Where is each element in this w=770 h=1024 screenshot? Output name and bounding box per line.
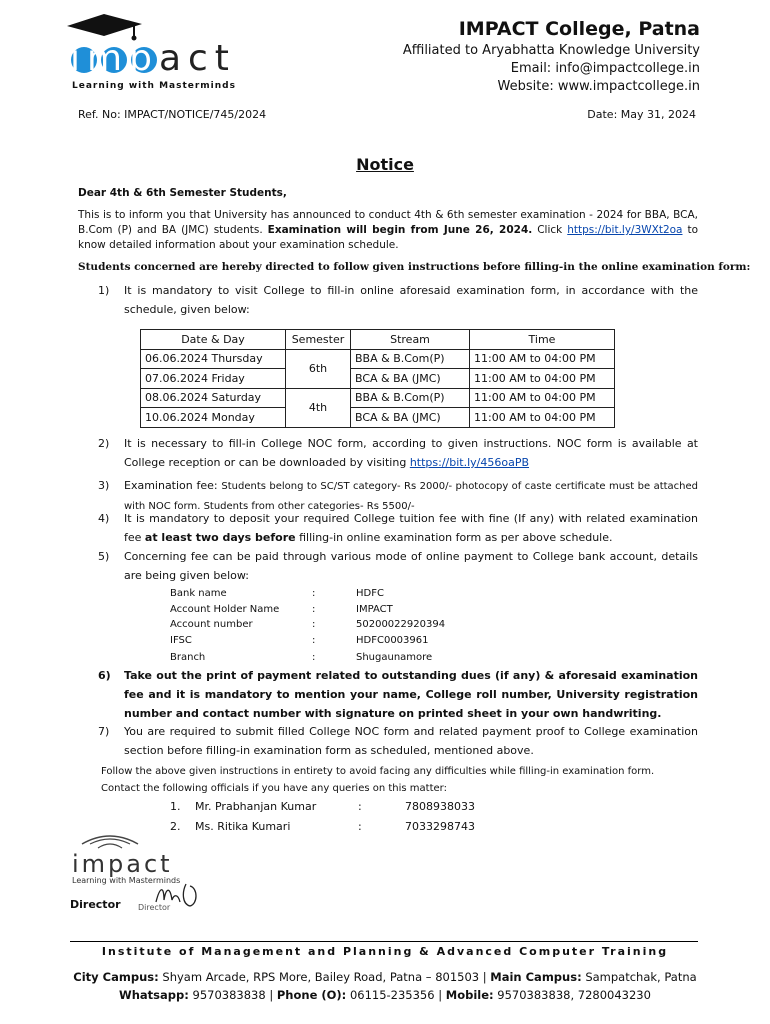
- cell-time: 11:00 AM to 04:00 PM: [470, 349, 615, 369]
- bank-row: [170, 602, 500, 618]
- bank-value: IMPACT: [356, 603, 393, 615]
- whatsapp-label: Whatsapp:: [119, 988, 189, 1002]
- notice-date: Date: May 31, 2024: [587, 108, 696, 121]
- schedule-link[interactable]: https://bit.ly/3WXt2oa: [567, 224, 683, 236]
- stamp-wordmark: impact: [72, 850, 173, 878]
- college-contact-block: [403, 42, 700, 96]
- cell-time: 11:00 AM to 04:00 PM: [470, 388, 615, 408]
- instruction-7: [98, 722, 698, 760]
- director-label: Director: [70, 898, 121, 911]
- bank-colon: :: [312, 651, 316, 663]
- deadline-emphasis: at least two days before: [144, 531, 296, 544]
- instruction-4: [98, 509, 698, 547]
- logo-wordmark: impact: [70, 38, 236, 79]
- col-time: Time: [470, 330, 615, 350]
- bank-label: Account number: [170, 619, 253, 630]
- mobile-numbers: 9570383838, 7280043230: [497, 988, 651, 1002]
- college-name: IMPACT College, Patna: [458, 18, 700, 40]
- instruction-number: 7): [98, 725, 110, 738]
- instruction-text: You are required to submit filled College NOC form and related payment proof to College examination section before filling-in examination form as scheduled, mentioned above.: [124, 725, 698, 757]
- list-item: [170, 797, 510, 817]
- instruction-text: It is mandatory to deposit your required College tuition fee with fine (If any) with related examination fee: [124, 512, 698, 544]
- instruction-text: Students belong to SC/ST category- Rs 2000/- photocopy of caste certificate must be attached with NOC form. Students from other categories- Rs 5500/-: [124, 481, 698, 512]
- instruction-text-tail: filling-in online examination form as per above schedule.: [299, 531, 613, 544]
- institute-name: Institute of Management and Planning & Advanced Computer Training: [101, 945, 669, 958]
- bank-row: [170, 650, 500, 666]
- city-campus-label: City Campus:: [73, 970, 159, 984]
- stamp-role: Director: [138, 903, 171, 912]
- official-number: 2.: [170, 820, 181, 833]
- instruction-text: It is mandatory to visit College to fill-in online aforesaid examination form, in accordance with the schedule, given below:: [124, 284, 698, 316]
- cell-stream: BCA & BA (JMC): [351, 369, 470, 389]
- bank-row: [170, 586, 500, 602]
- cell-stream: BBA & B.Com(P): [351, 349, 470, 369]
- separator: |: [269, 988, 274, 1002]
- table-row: [141, 408, 615, 428]
- instruction-number: 1): [98, 284, 110, 297]
- footer-address: [0, 968, 770, 1004]
- bank-row: [170, 633, 500, 650]
- intro-tail-text: to know detailed information about your examination schedule.: [78, 224, 699, 251]
- main-campus-label: Main Campus:: [490, 970, 582, 984]
- instruction-text: Take out the print of payment related to outstanding dues (if any) & aforesaid examination fee and it is mandatory to mention your name, College roll number, University registration number and contact number with signature on printed sheet in your own handwriting.: [124, 669, 698, 720]
- college-logo: [62, 12, 252, 97]
- campus-line: [0, 968, 770, 986]
- bank-row: [170, 617, 500, 633]
- exam-schedule-table: [140, 329, 615, 428]
- noc-form-link[interactable]: https://bit.ly/456oaPB: [409, 456, 530, 469]
- affiliation: Affiliated to Aryabhatta Knowledge University: [402, 43, 700, 58]
- bank-value: HDFC: [356, 588, 384, 599]
- mobile-label: Mobile:: [445, 988, 494, 1002]
- cell-date: 10.06.2024 Monday: [141, 408, 286, 428]
- intro-click-text: Click: [537, 224, 563, 236]
- table-row: [141, 388, 615, 408]
- directions-heading: Students concerned are hereby directed to follow given instructions before filling-in the online examination form:: [78, 261, 751, 273]
- logo-tagline: Learning with Masterminds: [72, 81, 236, 91]
- instruction-number: 2): [98, 437, 110, 450]
- exam-fee-label: Examination fee:: [124, 479, 218, 492]
- official-colon: :: [358, 800, 362, 813]
- cell-semester-4: 4th: [286, 388, 351, 427]
- table-row: [141, 369, 615, 389]
- instruction-number: 4): [98, 512, 110, 525]
- official-phone: 7033298743: [405, 820, 475, 833]
- bank-colon: :: [312, 588, 316, 599]
- office-phone: 06115-235356: [349, 988, 435, 1002]
- phone-label: Phone (O):: [276, 988, 347, 1002]
- city-campus-address: Shyam Arcade, RPS More, Bailey Road, Patna – 801503: [162, 970, 480, 984]
- official-number: 1.: [170, 800, 181, 813]
- instruction-number: 3): [98, 479, 110, 492]
- email[interactable]: Email: info@impactcollege.in: [510, 61, 700, 76]
- cell-stream: BCA & BA (JMC): [351, 408, 470, 428]
- salutation: Dear 4th & 6th Semester Students,: [78, 187, 287, 199]
- cell-date: 08.06.2024 Saturday: [141, 388, 286, 408]
- bank-label: Bank name: [170, 588, 227, 599]
- col-stream: Stream: [351, 330, 470, 350]
- cell-time: 11:00 AM to 04:00 PM: [470, 369, 615, 389]
- separator: |: [482, 970, 487, 984]
- bank-details: [170, 586, 500, 665]
- official-colon: :: [358, 820, 362, 833]
- bank-value: 50200022920394: [356, 619, 446, 630]
- contact-officials-text: Contact the following officials if you have any queries on this matter:: [101, 783, 447, 794]
- follow-instructions-text: Follow the above given instructions in entirety to avoid facing any difficulties while filling-in examination form.: [101, 766, 655, 777]
- official-name: Mr. Prabhanjan Kumar: [195, 800, 317, 813]
- intro-text: This is to inform you that University has announced to conduct 4th & 6th semester examination - 2024 for BBA, BCA, B.Com (P) and BA (JMC) students.: [78, 209, 698, 236]
- cell-stream: BBA & B.Com(P): [351, 388, 470, 408]
- instruction-5: [98, 547, 698, 585]
- handwritten-signature: [152, 880, 202, 910]
- table-header-row: [141, 330, 615, 350]
- table-row: [141, 349, 615, 369]
- cell-date: 06.06.2024 Thursday: [141, 349, 286, 369]
- notice-title: Notice: [356, 155, 414, 174]
- official-name: Ms. Ritika Kumari: [195, 820, 291, 833]
- main-campus-address: Sampatchak, Patna: [585, 970, 697, 984]
- website[interactable]: Website: www.impactcollege.in: [497, 79, 700, 94]
- officials-list: [170, 797, 510, 837]
- bank-value: Shugaunamore: [356, 651, 433, 663]
- instruction-number: 6): [98, 669, 111, 682]
- col-date-day: Date & Day: [141, 330, 286, 350]
- instruction-number: 5): [98, 550, 110, 563]
- bank-colon: :: [312, 603, 316, 615]
- bank-colon: :: [312, 619, 316, 630]
- whatsapp-number: 9570383838: [192, 988, 266, 1002]
- stamp-tagline: Learning with Masterminds: [72, 876, 181, 885]
- bank-value: HDFC0003961: [356, 634, 429, 646]
- instruction-2: [98, 434, 698, 472]
- intro-paragraph: [78, 208, 698, 253]
- list-item: [170, 817, 510, 837]
- instruction-text: Concerning fee can be paid through various mode of online payment to College bank account, details are being given below:: [124, 550, 698, 582]
- cell-time: 11:00 AM to 04:00 PM: [470, 408, 615, 428]
- official-phone: 7808938033: [405, 800, 475, 813]
- bank-label: Account Holder Name: [170, 603, 280, 615]
- col-semester: Semester: [286, 330, 351, 350]
- bank-label: IFSC: [170, 634, 192, 646]
- closing-text: [101, 763, 654, 797]
- footer-divider: [70, 941, 698, 942]
- cell-semester-6: 6th: [286, 349, 351, 388]
- instruction-text: It is necessary to fill-in College NOC form, according to given instructions. NOC form is available at College reception or can be downloaded by visiting: [124, 437, 698, 469]
- bank-label: Branch: [170, 651, 206, 663]
- cell-date: 07.06.2024 Friday: [141, 369, 286, 389]
- reference-number: Ref. No: IMPACT/NOTICE/745/2024: [78, 108, 267, 121]
- phone-line: [0, 986, 770, 1004]
- instruction-6: [98, 666, 698, 723]
- separator: |: [438, 988, 443, 1002]
- bank-colon: :: [312, 634, 316, 646]
- instruction-1: [98, 281, 698, 319]
- exam-start-date: Examination will begin from June 26, 2024.: [267, 224, 533, 236]
